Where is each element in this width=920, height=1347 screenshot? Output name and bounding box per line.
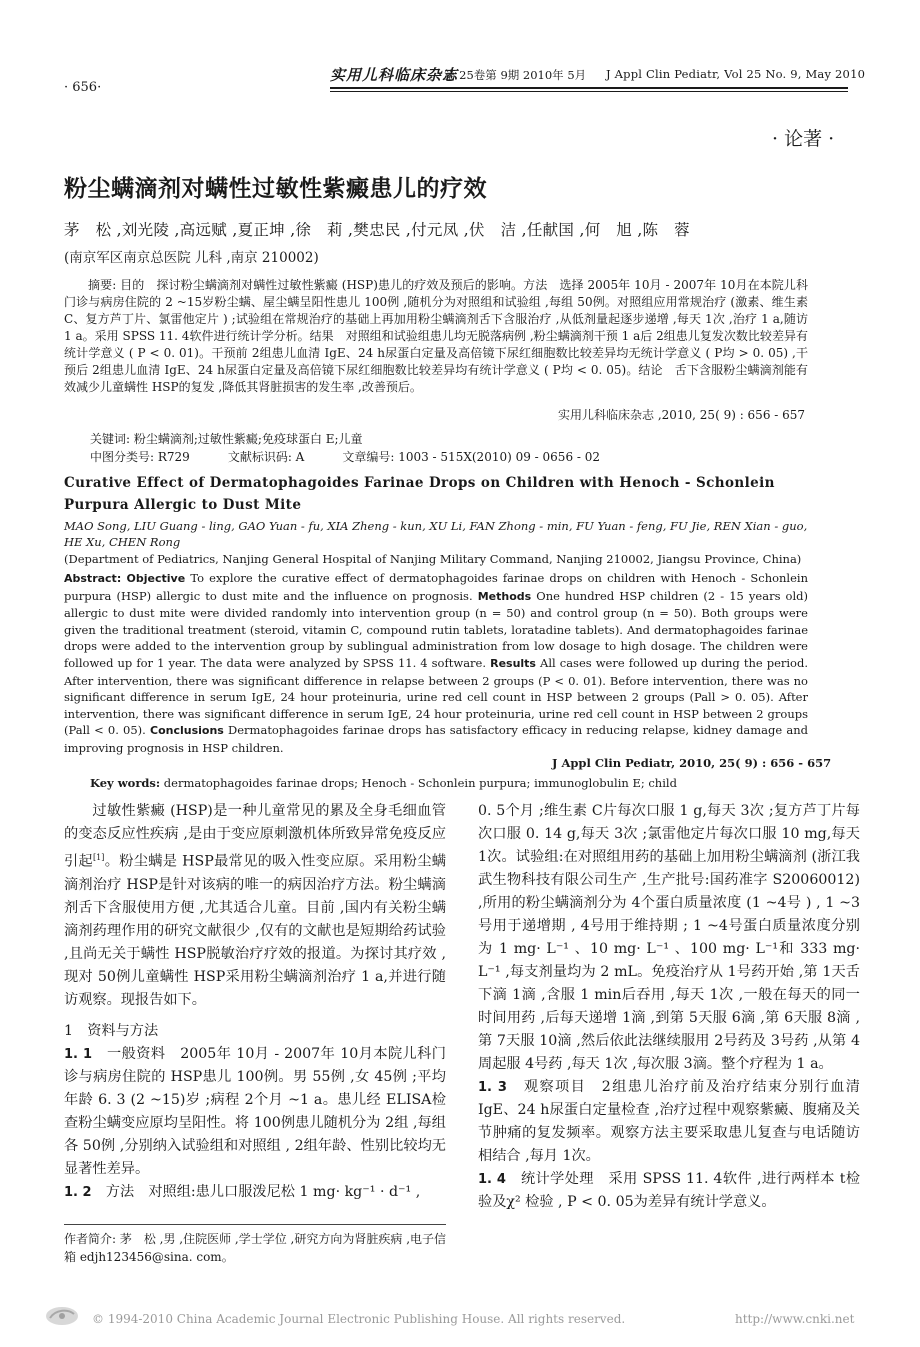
journal-english-citation: J Appl Clin Pediatr, Vol 25 No. 9, May 2010 [606, 67, 866, 81]
journal-issue: 第 25卷第 9期 2010年 5月 [444, 68, 587, 82]
intro-text: 过敏性紫癜 (HSP)是一种儿童常见的累及全身毛细血管的变态反应性疾病 ,是由于变应原刺激机体所致异常免疫反应引起 [64, 803, 446, 870]
section-1-2-text: 对照组:患儿口服泼尼松 1 mg· kg⁻¹ · d⁻¹ , [148, 1183, 421, 1200]
section-1-4-title: 统计学处理 [505, 1171, 609, 1187]
authors-en: MAO Song, LIU Guang - ling, GAO Yuan - fu, XIA Zheng - kun, XU Li, FAN Zhong - min, FU Yuan - feng, FU Jie, REN Xian - guo, HE Xu, CHEN Rong [64, 519, 808, 549]
abstract-en-methods-label: Methods [477, 589, 532, 603]
section-1-1-number: 1. 1 [64, 1046, 92, 1062]
intro-paragraph [64, 800, 446, 1012]
cnki-url-link[interactable]: http://www.cnki.net [735, 1312, 855, 1326]
section-1-3-title: 观察项目 [506, 1079, 602, 1095]
header-rule [330, 87, 848, 89]
section-heading-1: 1 资料与方法 [64, 1022, 159, 1039]
document-code: 文献标识码: A [227, 450, 305, 464]
author-footnote: 作者简介: 茅 松 ,男 ,住院医师 ,学士学位 ,研究方向为肾脏疾病 ,电子信箱 edjh123456@sina. com。 [64, 1232, 447, 1264]
section-1-3-number: 1. 3 [478, 1080, 507, 1095]
article-title-cn: 粉尘螨滴剂对螨性过敏性紫癜患儿的疗效 [64, 176, 487, 202]
abstract-en-methods: One hundred HSP children (2 - 15 years old) allergic to dust mite were divided randomly into intervention group (n = 50) and control group (n = 50). Both groups were given the traditional treatment (steroid, vitamin C, compound rutin tablets, loratadine tablets). And dermatophagoides farinae drops were added to the intervention group by sublingual administration from low dosage to high dosage. The children were followed up for 1 year. The data were analyzed by SPSS 11. 4 software. [64, 588, 808, 670]
section-1-3-text: 2组患儿治疗前及治疗结束分别行血清 IgE、24 h尿蛋白定量检查 ,治疗过程中观察紫癜、腹痛及关节肿痛的复发频率。观察方法主要采取患儿复查与电话随访相结合 ,每月 1次。 [478, 1079, 860, 1164]
section-1-1-title: 一般资料 [92, 1045, 181, 1062]
section-1-4 [478, 1168, 860, 1214]
clc-number: 中图分类号: R729 [90, 450, 190, 464]
keywords-en [90, 776, 677, 790]
footnote-rule [64, 1224, 446, 1225]
body-column-right [478, 800, 860, 1214]
section-1-3 [478, 1076, 860, 1168]
abstract-cn-label: 摘要: 目的 [88, 278, 145, 292]
abstract-en-label: Abstract: Objective [64, 572, 186, 585]
classification-line [90, 448, 638, 465]
keywords-en-text: dermatophagoides farinae drops; Henoch - Schonlein purpura; immunoglobulin E; child [160, 776, 677, 790]
abstract-cn [64, 277, 808, 396]
affiliation-en: (Department of Pediatrics, Nanjing General Hospital of Nanjing Military Command, Nanjing 210002, Jiangsu Province, China) [64, 552, 802, 566]
abstract-en [64, 570, 808, 757]
abstract-en-conclusions-label: Conclusions [150, 724, 224, 738]
authors-cn: 茅 松 ,刘光陵 ,高远赋 ,夏正坤 ,徐 莉 ,樊忠民 ,付元凤 ,伏 洁 ,任献国 ,何 旭 ,陈 蓉 [64, 221, 690, 239]
affiliation-cn: (南京军区南京总医院 儿科 ,南京 210002) [64, 250, 319, 266]
section-1-4-text: 采用 SPSS 11. 4软件 ,进行两样本 t检验及χ² 检验 , P < 0. 05为差异有统计学意义。 [478, 1171, 860, 1210]
abstract-cn-text: 探讨粉尘螨滴剂对螨性过敏性紫癜 (HSP)患儿的疗效及预后的影响。方法 选择 2005年 10月 - 2007年 10月在本院儿科门诊与病房住院的 2 ~15岁粉尘螨、屋尘螨呈阳性患儿 100例 ,随机分为对照组和试验组 ,每组 50例。对照组应用常规治疗 (激素、维生素 C、复方芦丁片、氯雷他定片 ) ;试验组在常规治疗的基础上再加用粉尘螨滴剂舌下含服治疗 ,从低剂量起逐步递增 ,每天 1次 ,治疗 1 a,随访 1 a。采用 SPSS 11. 4软件进行统计学分析。结果 对照组和试验组患儿均无脱落病例 ,粉尘螨滴剂干预 1 a后 2组患儿复发次数比较差异有统计学意义 ( P < 0. 01)。干预前 2组患儿血清 IgE、24 h尿蛋白定量及高倍镜下尿红细胞数比较差异均无统计学意义 ( P均 > 0. 05) ,干预后 2组患儿血清 IgE、24 h尿蛋白定量及高倍镜下尿红细胞数比较差异均有统计学意义 ( P均 < 0. 05)。结论 舌下含服粉尘螨滴剂能有效减少儿童螨性 HSP的复发 ,降低其肾脏损害的发生率 ,改善预后。 [64, 278, 809, 394]
citation-cn: 实用儿科临床杂志 ,2010, 25( 9) : 656 - 657 [558, 408, 806, 422]
abstract-en-conclusions: Dermatophagoides farinae drops has satisfactory efficacy in reducing relapse, kidney damage and improving prognosis in HSP children. [64, 723, 809, 755]
section-label: · 论著 · [772, 128, 835, 150]
abstract-en-objective: To explore the curative effect of dermatophagoides farinae drops on children with Henoch - Schonlein purpura (HSP) allergic to dust mite and the influence on prognosis. [64, 571, 808, 603]
article-title-en: Curative Effect of Dermatophagoides Farinae Drops on Children with Henoch - Schonlein Purpura Allergic to Dust Mite [64, 475, 775, 513]
copyright-notice: © 1994-2010 China Academic Journal Electronic Publishing House. All rights reserved. [92, 1312, 626, 1326]
citation-en: J Appl Clin Pediatr, 2010, 25( 9) : 656 - 657 [552, 756, 832, 770]
cnki-logo-icon [44, 1305, 80, 1327]
body-column-left [64, 800, 446, 1204]
intro-text-rest: 。粉尘螨是 HSP最常见的吸入性变应原。采用粉尘螨滴剂治疗 HSP是针对该病的唯一的病因治疗方法。粉尘螨滴剂舌下含服使用方便 ,尤其适合儿童。目前 ,国内有关粉尘螨滴剂药理作用的研究文献很少 ,仅有的文献也是短期给药试验 ,且尚无关于螨性 HSP脱敏治疗疗效的报道。为探讨其疗效 ,现对 50例儿童螨性 HSP采用粉尘螨滴剂治疗 1 a,并进行随访观察。现报告如下。 [64, 853, 446, 1008]
abstract-en-results: All cases were followed up during the period. After intervention, there was significant difference in relapse between 2 groups (P < 0. 01). Before intervention, there was no significant difference in serum IgE, 24 hour proteinuria, urine red cell count in HSP between 2 groups (Pall > 0. 05). After intervention, there was significant difference in serum IgE, 24 hour proteinuria, urine red cell count in HSP between 2 groups (Pall < 0. 05). [64, 655, 808, 738]
reference-marker: [1] [93, 853, 105, 862]
article-number: 文章编号: 1003 - 515X(2010) 09 - 0656 - 02 [342, 450, 601, 464]
keywords-cn: 关键词: 粉尘螨滴剂;过敏性紫癜;免疫球蛋白 E;儿童 [90, 432, 363, 446]
section-1-2-continued: 0. 5个月 ;维生素 C片每次口服 1 g,每天 3次 ;复方芦丁片每次口服 0. 14 g,每天 3次 ;氯雷他定片每次口服 10 mg,每天 1次。试验组:在对照组用药的基础上加用粉尘螨滴剂 (浙江我武生物科技有限公司生产 ,生产批号:国药准字 S20060012) ,所用的粉尘螨滴剂分为 4个蛋白质量浓度 (1 ~4号 ) , 1 ~3号用于递增期 , 4号用于维持期 ; 1 ~4号蛋白质量浓度分别为 1 mg· L⁻¹ 、10 mg· L⁻¹ 、100 mg· L⁻¹和 333 mg· L⁻¹ ,每支剂量均为 2 mL。免疫治疗从 1号药开始 ,第 1天舌下滴 1滴 ,含服 1 min后吞用 ,每天 1次 ,一般在每天的同一时间用药 ,后每天递增 1滴 ,到第 5天服 6滴 ,第 6天服 8滴 ,第 7天服 10滴 ,然后依此法继续服用 2号药及 3号药 ,从第 4周起服 4号药 ,每天 1次 ,每次服 3滴。整个疗程为 1 a。 [478, 803, 860, 1072]
section-1-2-title: 方法 [91, 1183, 149, 1200]
keywords-en-label: Key words: [90, 776, 161, 790]
header-rule-thin [330, 91, 848, 92]
section-1-2-number: 1. 2 [64, 1184, 92, 1200]
section-1-2 [64, 1181, 446, 1204]
abstract-en-results-label: Results [490, 656, 536, 670]
section-1-1-text: 2005年 10月 - 2007年 10月本院儿科门诊与病房住院的 HSP患儿 100例。男 55例 ,女 45例 ;平均年龄 6. 3 (2 ~15)岁 ;病程 2个月 ~1 a。患儿经 ELISA检查粉尘螨变应原均呈阳性。将 100例患儿随机分为 2组 ,每组各 50例 ,分别纳入试验组和对照组 , 2组年龄、性别比较均无显著性差异。 [64, 1045, 446, 1177]
page-number: · 656· [64, 80, 102, 95]
section-1-1 [64, 1043, 446, 1181]
section-1-4-number: 1. 4 [478, 1172, 506, 1187]
journal-brand: 实用儿科临床杂志 [330, 66, 459, 84]
